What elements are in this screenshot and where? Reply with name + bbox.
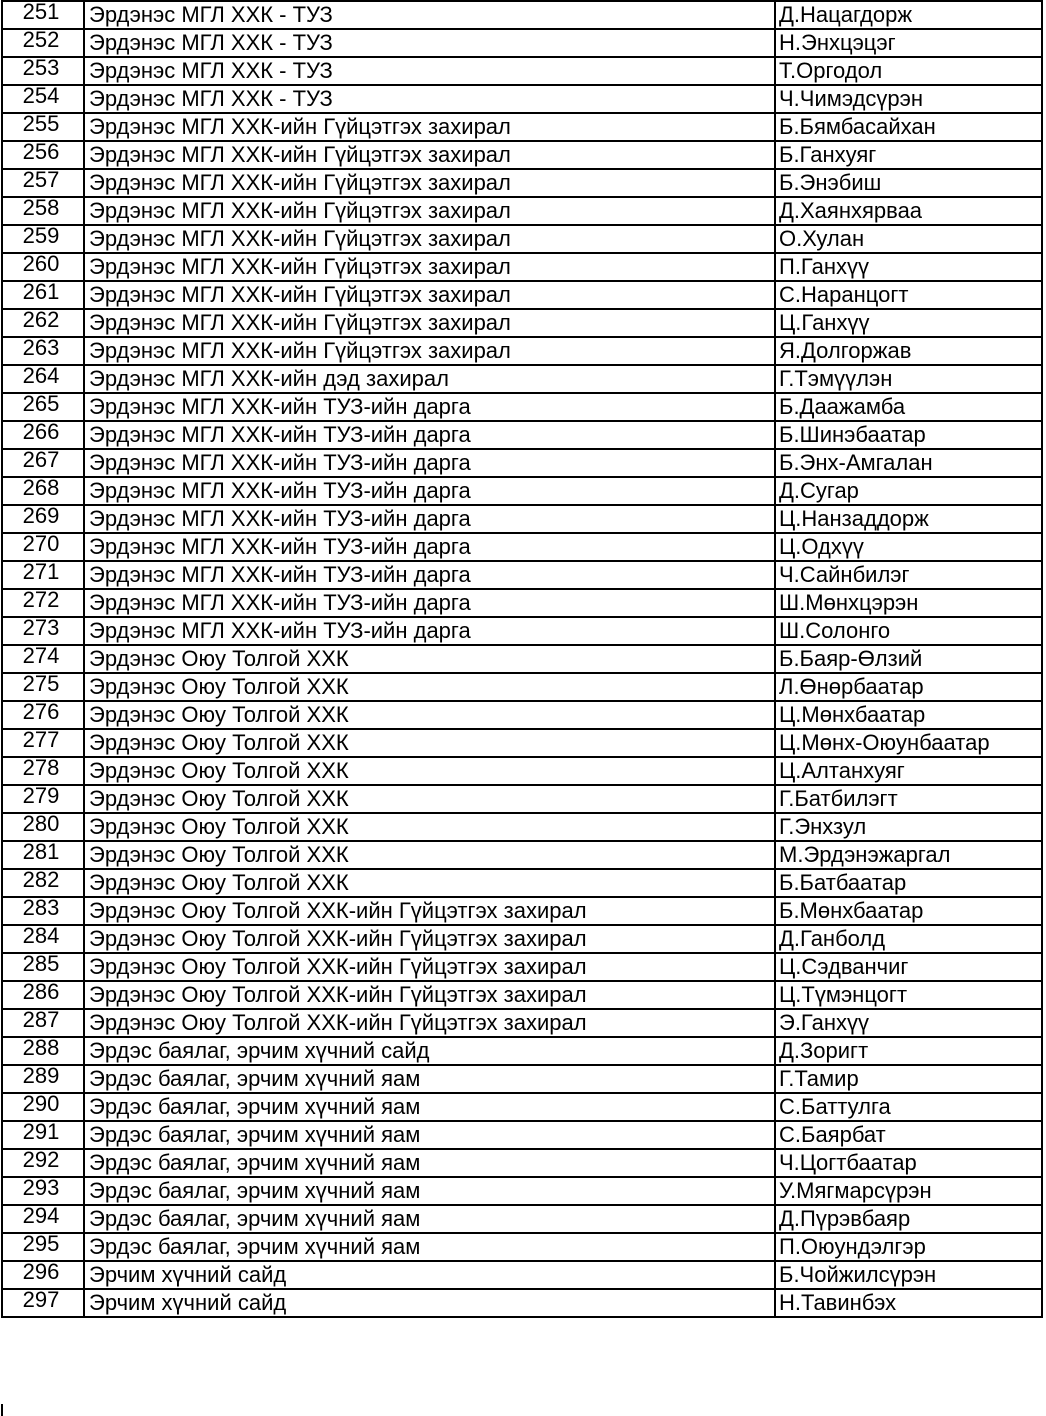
- table-row: [2, 953, 1042, 981]
- row-number: 296: [2, 1261, 84, 1289]
- row-number: 267: [2, 449, 84, 477]
- person-name-cell: Б.Шинэбаатар: [775, 421, 1042, 449]
- organization-cell: Эрдэс баялаг, эрчим хүчний яам: [84, 1177, 775, 1205]
- person-name-cell: Н.Энхцэцэг: [775, 29, 1042, 57]
- row-number: 295: [2, 1233, 84, 1261]
- table-row: [2, 1149, 1042, 1177]
- roster-table-body: [2, 1, 1042, 1317]
- person-name-cell: Д.Хаянхярваа: [775, 197, 1042, 225]
- table-row: [2, 505, 1042, 533]
- row-number: 283: [2, 897, 84, 925]
- table-row: [2, 757, 1042, 785]
- table-row: [2, 253, 1042, 281]
- table-row: [2, 141, 1042, 169]
- organization-cell: Эрдэнэс МГЛ ХХК-ийн Гүйцэтгэх захирал: [84, 141, 775, 169]
- row-number: 264: [2, 365, 84, 393]
- person-name-cell: Ц.Одхүү: [775, 533, 1042, 561]
- table-row: [2, 29, 1042, 57]
- person-name-cell: Б.Ганхуяг: [775, 141, 1042, 169]
- row-number: 280: [2, 813, 84, 841]
- row-number: 265: [2, 393, 84, 421]
- table-row: [2, 1065, 1042, 1093]
- row-number: 251: [2, 1, 84, 29]
- row-number: 262: [2, 309, 84, 337]
- row-number: 281: [2, 841, 84, 869]
- row-number: 288: [2, 1037, 84, 1065]
- organization-cell: Эрдэнэс МГЛ ХХК-ийн ТУЗ-ийн дарга: [84, 617, 775, 645]
- person-name-cell: Д.Пүрэвбаяр: [775, 1205, 1042, 1233]
- table-row: [2, 365, 1042, 393]
- person-name-cell: Б.Энх-Амгалан: [775, 449, 1042, 477]
- person-name-cell: Ц.Мөнх-Оюунбаатар: [775, 729, 1042, 757]
- table-row: [2, 897, 1042, 925]
- organization-cell: Эрдэнэс МГЛ ХХК-ийн Гүйцэтгэх захирал: [84, 337, 775, 365]
- table-row: [2, 477, 1042, 505]
- person-name-cell: Ч.Цогтбаатар: [775, 1149, 1042, 1177]
- row-number: 253: [2, 57, 84, 85]
- table-row: [2, 1261, 1042, 1289]
- row-number: 294: [2, 1205, 84, 1233]
- table-row: [2, 645, 1042, 673]
- person-name-cell: Б.Мөнхбаатар: [775, 897, 1042, 925]
- organization-cell: Эрдэнэс МГЛ ХХК - ТУЗ: [84, 57, 775, 85]
- person-name-cell: Ш.Мөнхцэрэн: [775, 589, 1042, 617]
- row-number: 278: [2, 757, 84, 785]
- table-row: [2, 1177, 1042, 1205]
- table-row: [2, 841, 1042, 869]
- row-number: 277: [2, 729, 84, 757]
- person-name-cell: Д.Ганболд: [775, 925, 1042, 953]
- person-name-cell: Ц.Мөнхбаатар: [775, 701, 1042, 729]
- organization-cell: Эрдэнэс МГЛ ХХК-ийн ТУЗ-ийн дарга: [84, 393, 775, 421]
- table-row: [2, 869, 1042, 897]
- person-name-cell: Ц.Сэдванчиг: [775, 953, 1042, 981]
- person-name-cell: Я.Долгоржав: [775, 337, 1042, 365]
- organization-cell: Эрчим хүчний сайд: [84, 1289, 775, 1317]
- person-name-cell: Б.Энэбиш: [775, 169, 1042, 197]
- organization-cell: Эрчим хүчний сайд: [84, 1261, 775, 1289]
- row-number: 275: [2, 673, 84, 701]
- row-number: 286: [2, 981, 84, 1009]
- organization-cell: Эрдэс баялаг, эрчим хүчний яам: [84, 1233, 775, 1261]
- organization-cell: Эрдэнэс МГЛ ХХК-ийн Гүйцэтгэх захирал: [84, 225, 775, 253]
- organization-cell: Эрдэнэс МГЛ ХХК-ийн Гүйцэтгэх захирал: [84, 169, 775, 197]
- table-row: [2, 1233, 1042, 1261]
- row-number: 270: [2, 533, 84, 561]
- organization-cell: Эрдэнэс Оюу Толгой ХХК: [84, 841, 775, 869]
- person-name-cell: С.Наранцогт: [775, 281, 1042, 309]
- table-row: [2, 1093, 1042, 1121]
- row-number: 291: [2, 1121, 84, 1149]
- person-name-cell: Б.Даажамба: [775, 393, 1042, 421]
- organization-cell: Эрдэс баялаг, эрчим хүчний яам: [84, 1121, 775, 1149]
- table-row: [2, 1205, 1042, 1233]
- row-number: 279: [2, 785, 84, 813]
- organization-cell: Эрдэнэс Оюу Толгой ХХК: [84, 813, 775, 841]
- organization-cell: Эрдэнэс МГЛ ХХК-ийн ТУЗ-ийн дарга: [84, 477, 775, 505]
- organization-cell: Эрдэнэс Оюу Толгой ХХК: [84, 785, 775, 813]
- row-number: 287: [2, 1009, 84, 1037]
- row-number: 266: [2, 421, 84, 449]
- table-row: [2, 981, 1042, 1009]
- person-name-cell: П.Ганхүү: [775, 253, 1042, 281]
- table-row: [2, 785, 1042, 813]
- person-name-cell: Л.Өнөрбаатар: [775, 673, 1042, 701]
- row-number: 272: [2, 589, 84, 617]
- organization-cell: Эрдэнэс МГЛ ХХК-ийн Гүйцэтгэх захирал: [84, 281, 775, 309]
- person-name-cell: Н.Тавинбэх: [775, 1289, 1042, 1317]
- organization-cell: Эрдэнэс МГЛ ХХК-ийн ТУЗ-ийн дарга: [84, 421, 775, 449]
- organization-cell: Эрдэнэс МГЛ ХХК-ийн Гүйцэтгэх захирал: [84, 113, 775, 141]
- row-number: 273: [2, 617, 84, 645]
- row-number: 268: [2, 477, 84, 505]
- person-name-cell: Д.Зоригт: [775, 1037, 1042, 1065]
- person-name-cell: Ш.Солонго: [775, 617, 1042, 645]
- row-number: 254: [2, 85, 84, 113]
- organization-cell: Эрдэс баялаг, эрчим хүчний яам: [84, 1093, 775, 1121]
- row-number: 257: [2, 169, 84, 197]
- row-number: 284: [2, 925, 84, 953]
- table-row: [2, 533, 1042, 561]
- table-row: [2, 673, 1042, 701]
- organization-cell: Эрдэнэс МГЛ ХХК-ийн дэд захирал: [84, 365, 775, 393]
- table-row: [2, 449, 1042, 477]
- table-row: [2, 225, 1042, 253]
- row-number: 259: [2, 225, 84, 253]
- organization-cell: Эрдэнэс МГЛ ХХК-ийн ТУЗ-ийн дарга: [84, 589, 775, 617]
- table-row: [2, 1121, 1042, 1149]
- person-name-cell: С.Баттулга: [775, 1093, 1042, 1121]
- table-row: [2, 309, 1042, 337]
- row-number: 292: [2, 1149, 84, 1177]
- organization-cell: Эрдэнэс Оюу Толгой ХХК-ийн Гүйцэтгэх захирал: [84, 981, 775, 1009]
- organization-cell: Эрдэнэс МГЛ ХХК-ийн Гүйцэтгэх захирал: [84, 197, 775, 225]
- organization-cell: Эрдэнэс Оюу Толгой ХХК: [84, 869, 775, 897]
- person-name-cell: Г.Энхзул: [775, 813, 1042, 841]
- table-row: [2, 113, 1042, 141]
- organization-cell: Эрдэнэс Оюу Толгой ХХК: [84, 673, 775, 701]
- table-row: [2, 617, 1042, 645]
- person-name-cell: Г.Тамир: [775, 1065, 1042, 1093]
- organization-cell: Эрдэнэс Оюу Толгой ХХК: [84, 701, 775, 729]
- roster-table: [1, 0, 1043, 1318]
- organization-cell: Эрдэс баялаг, эрчим хүчний яам: [84, 1149, 775, 1177]
- organization-cell: Эрдэнэс Оюу Толгой ХХК: [84, 645, 775, 673]
- organization-cell: Эрдэнэс Оюу Толгой ХХК: [84, 757, 775, 785]
- row-number: 256: [2, 141, 84, 169]
- person-name-cell: Д.Сугар: [775, 477, 1042, 505]
- table-row: [2, 197, 1042, 225]
- organization-cell: Эрдэнэс МГЛ ХХК - ТУЗ: [84, 85, 775, 113]
- organization-cell: Эрдэнэс МГЛ ХХК-ийн ТУЗ-ийн дарга: [84, 449, 775, 477]
- person-name-cell: Д.Нацагдорж: [775, 1, 1042, 29]
- organization-cell: Эрдэнэс Оюу Толгой ХХК-ийн Гүйцэтгэх захирал: [84, 953, 775, 981]
- person-name-cell: М.Эрдэнэжаргал: [775, 841, 1042, 869]
- row-number: 290: [2, 1093, 84, 1121]
- row-number: 276: [2, 701, 84, 729]
- organization-cell: Эрдэс баялаг, эрчим хүчний яам: [84, 1205, 775, 1233]
- organization-cell: Эрдэс баялаг, эрчим хүчний яам: [84, 1065, 775, 1093]
- person-name-cell: Г.Батбилэгт: [775, 785, 1042, 813]
- person-name-cell: Б.Бямбасайхан: [775, 113, 1042, 141]
- organization-cell: Эрдэнэс МГЛ ХХК - ТУЗ: [84, 1, 775, 29]
- organization-cell: Эрдэнэс Оюу Толгой ХХК-ийн Гүйцэтгэх захирал: [84, 897, 775, 925]
- organization-cell: Эрдэс баялаг, эрчим хүчний сайд: [84, 1037, 775, 1065]
- table-row: [2, 85, 1042, 113]
- person-name-cell: Ц.Ганхүү: [775, 309, 1042, 337]
- table-row: [2, 169, 1042, 197]
- row-number: 258: [2, 197, 84, 225]
- person-name-cell: Ц.Нанзаддорж: [775, 505, 1042, 533]
- table-row: [2, 925, 1042, 953]
- row-number: 285: [2, 953, 84, 981]
- row-number: 293: [2, 1177, 84, 1205]
- table-row: [2, 1037, 1042, 1065]
- organization-cell: Эрдэнэс Оюу Толгой ХХК-ийн Гүйцэтгэх захирал: [84, 925, 775, 953]
- person-name-cell: Ц.Түмэнцогт: [775, 981, 1042, 1009]
- table-row: [2, 1, 1042, 29]
- row-number: 289: [2, 1065, 84, 1093]
- person-name-cell: Б.Батбаатар: [775, 869, 1042, 897]
- person-name-cell: П.Оюундэлгэр: [775, 1233, 1042, 1261]
- row-number: 271: [2, 561, 84, 589]
- table-row: [2, 1289, 1042, 1317]
- person-name-cell: Ч.Чимэдсүрэн: [775, 85, 1042, 113]
- table-row: [2, 561, 1042, 589]
- organization-cell: Эрдэнэс МГЛ ХХК-ийн Гүйцэтгэх захирал: [84, 309, 775, 337]
- person-name-cell: Г.Тэмүүлэн: [775, 365, 1042, 393]
- table-row: [2, 281, 1042, 309]
- organization-cell: Эрдэнэс МГЛ ХХК-ийн ТУЗ-ийн дарга: [84, 533, 775, 561]
- person-name-cell: Ч.Сайнбилэг: [775, 561, 1042, 589]
- person-name-cell: О.Хулан: [775, 225, 1042, 253]
- row-number: 260: [2, 253, 84, 281]
- row-number: 274: [2, 645, 84, 673]
- organization-cell: Эрдэнэс МГЛ ХХК-ийн Гүйцэтгэх захирал: [84, 253, 775, 281]
- table-row: [2, 393, 1042, 421]
- row-number: 263: [2, 337, 84, 365]
- person-name-cell: С.Баярбат: [775, 1121, 1042, 1149]
- table-row: [2, 57, 1042, 85]
- person-name-cell: У.Мягмарсүрэн: [775, 1177, 1042, 1205]
- organization-cell: Эрдэнэс Оюу Толгой ХХК-ийн Гүйцэтгэх захирал: [84, 1009, 775, 1037]
- row-number: 282: [2, 869, 84, 897]
- person-name-cell: Ц.Алтанхуяг: [775, 757, 1042, 785]
- table-row: [2, 421, 1042, 449]
- row-number: 252: [2, 29, 84, 57]
- person-name-cell: Б.Чойжилсүрэн: [775, 1261, 1042, 1289]
- row-number: 269: [2, 505, 84, 533]
- row-number: 297: [2, 1289, 84, 1317]
- table-row: [2, 729, 1042, 757]
- table-row: [2, 337, 1042, 365]
- row-number: 255: [2, 113, 84, 141]
- row-number: 261: [2, 281, 84, 309]
- table-row: [2, 589, 1042, 617]
- next-row-border: [1, 1404, 3, 1416]
- table-row: [2, 1009, 1042, 1037]
- table-row: [2, 813, 1042, 841]
- person-name-cell: Э.Ганхүү: [775, 1009, 1042, 1037]
- organization-cell: Эрдэнэс Оюу Толгой ХХК: [84, 729, 775, 757]
- person-name-cell: Б.Баяр-Өлзий: [775, 645, 1042, 673]
- table-row: [2, 701, 1042, 729]
- organization-cell: Эрдэнэс МГЛ ХХК - ТУЗ: [84, 29, 775, 57]
- organization-cell: Эрдэнэс МГЛ ХХК-ийн ТУЗ-ийн дарга: [84, 505, 775, 533]
- organization-cell: Эрдэнэс МГЛ ХХК-ийн ТУЗ-ийн дарга: [84, 561, 775, 589]
- person-name-cell: Т.Оргодол: [775, 57, 1042, 85]
